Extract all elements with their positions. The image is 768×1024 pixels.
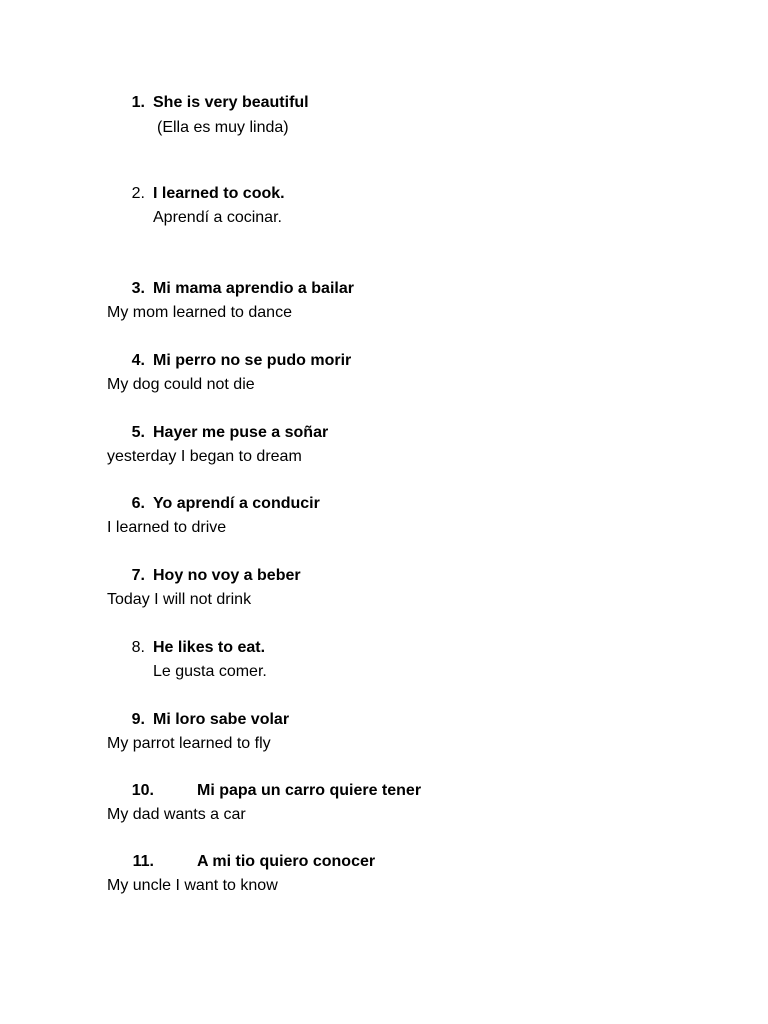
item-answer: I learned to drive: [107, 519, 227, 536]
item-number: 10.: [131, 782, 154, 799]
item-question: Hayer me puse a soñar: [153, 424, 329, 441]
item-answer: My uncle I want to know: [107, 877, 278, 894]
item-number: 7.: [131, 567, 145, 584]
item-question: Mi mama aprendio a bailar: [153, 280, 354, 297]
item-question: Mi papa un carro quiere tener: [197, 782, 422, 799]
item-number: 6.: [131, 495, 145, 512]
item-number: 1.: [131, 94, 145, 111]
item-number: 8.: [131, 639, 145, 656]
item-number: 11.: [132, 853, 154, 870]
item-question: Hoy no voy a beber: [153, 567, 301, 584]
item-answer: My dog could not die: [107, 376, 255, 393]
item-answer: Le gusta comer.: [153, 663, 267, 680]
item-answer: Today I will not drink: [107, 591, 252, 608]
item-question: Mi perro no se pudo morir: [153, 352, 352, 369]
item-answer: My parrot learned to fly: [107, 735, 271, 752]
item-number: 3.: [131, 280, 145, 297]
item-number: 5.: [131, 424, 145, 441]
item-number: 2.: [131, 185, 145, 202]
item-number: 9.: [131, 711, 145, 728]
item-question: He likes to eat.: [153, 639, 266, 656]
item-number: 4.: [131, 352, 145, 369]
item-answer: yesterday I began to dream: [107, 448, 302, 465]
item-answer: (Ella es muy linda): [157, 119, 289, 136]
item-question: Mi loro sabe volar: [153, 711, 290, 728]
item-question: She is very beautiful: [153, 94, 309, 111]
item-question: A mi tio quiero conocer: [197, 853, 376, 870]
item-question: I learned to cook.: [153, 185, 285, 202]
item-answer: My mom learned to dance: [107, 304, 292, 321]
item-answer: My dad wants a car: [107, 806, 246, 823]
item-answer: Aprendí a cocinar.: [153, 209, 282, 226]
item-question: Yo aprendí a conducir: [153, 495, 320, 512]
